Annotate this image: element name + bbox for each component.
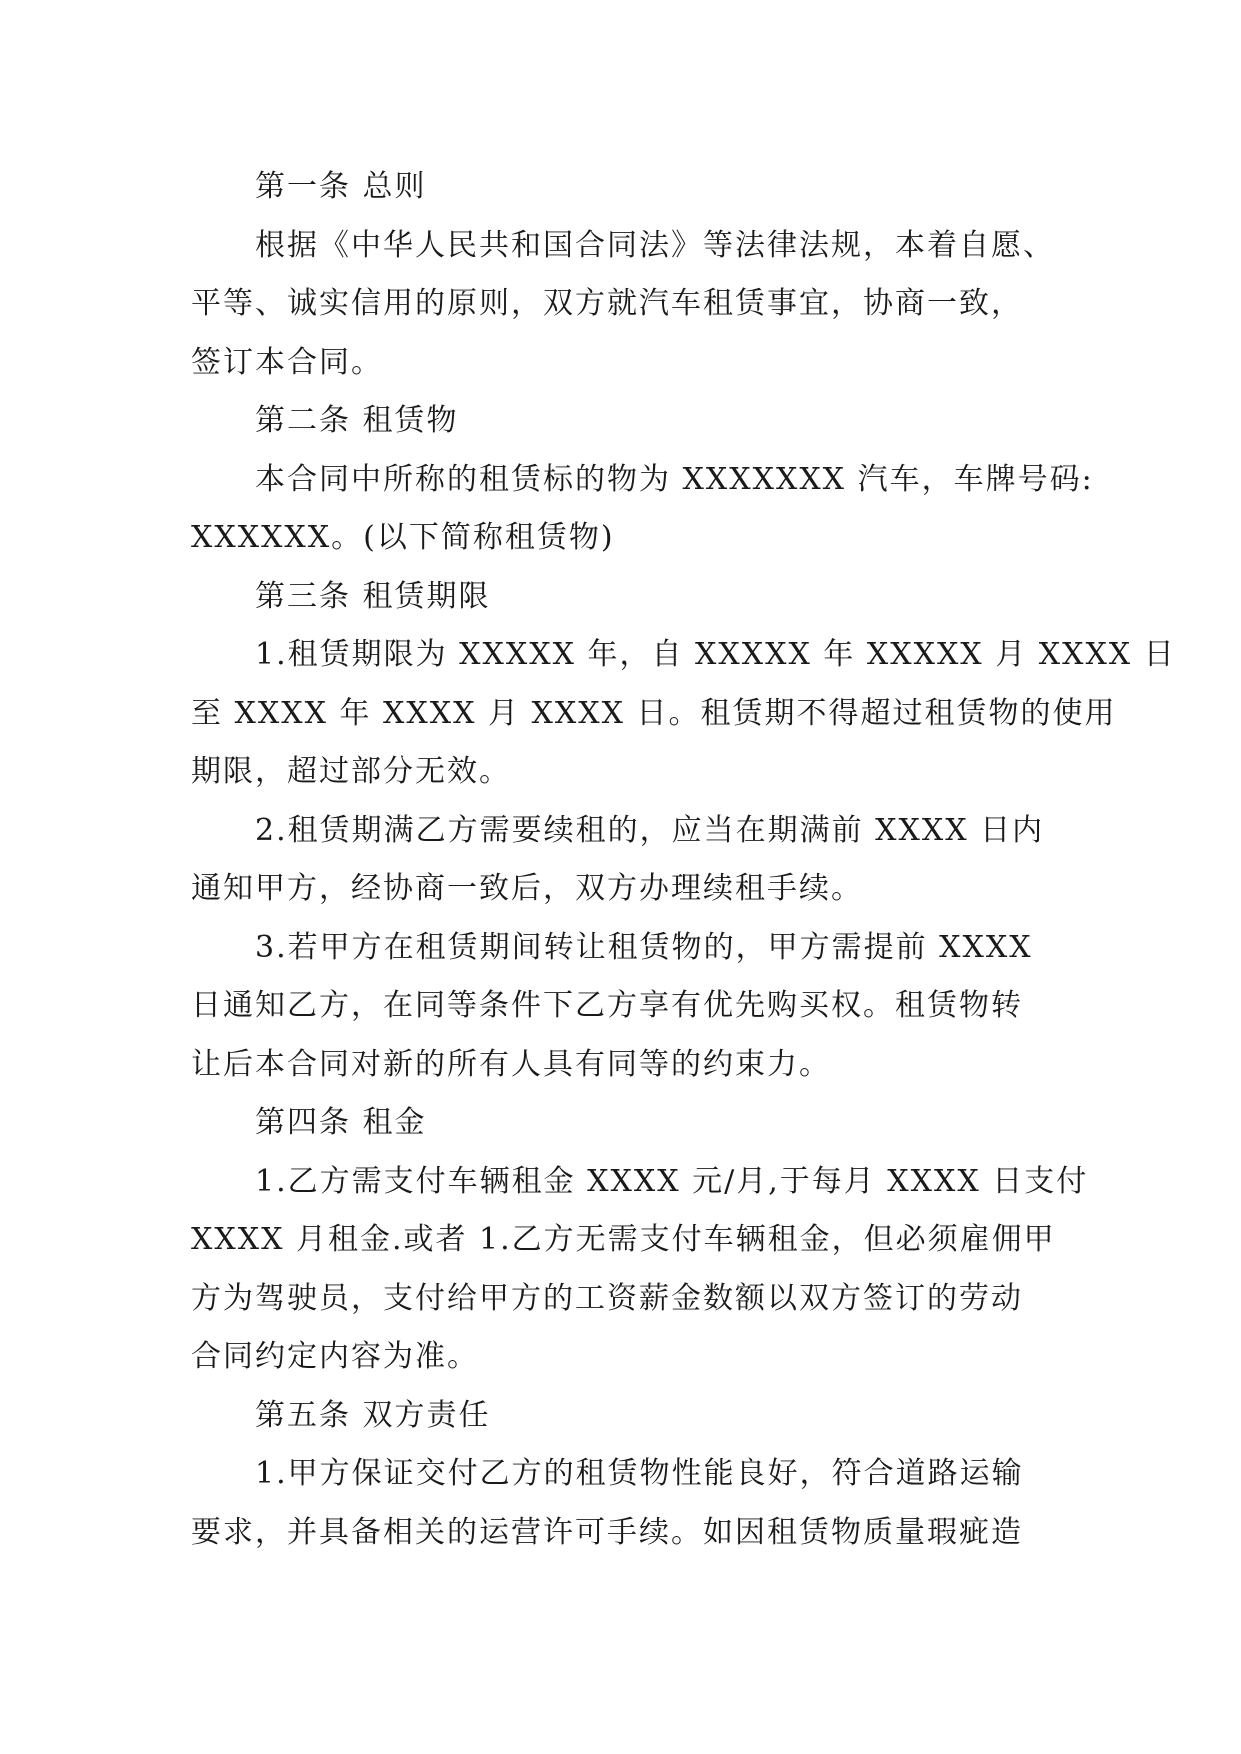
article-2-text-line: XXXXXX。(以下简称租赁物) [191, 520, 615, 555]
article-5-heading: 第五条 双方责任 [255, 1397, 491, 1433]
article-3-clause-3-line: 3.若甲方在租赁期间转让租赁物的，甲方需提前 XXXX [255, 929, 1033, 965]
article-3-clause-1-line: 1.租赁期限为 XXXXX 年，自 XXXXX 年 XXXXX 月 XXXX 日 [255, 637, 1176, 672]
article-4-clause-1-line: XXXX 月租金.或者 1.乙方无需支付车辆租金，但必须雇佣甲 [191, 1222, 1056, 1257]
article-1-text-line: 根据《中华人民共和国合同法》等法律法规，本着自愿、 [255, 227, 1055, 263]
article-1-text-line: 签订本合同。 [191, 344, 383, 380]
article-3-clause-3-line: 日通知乙方，在同等条件下乙方享有优先购买权。租赁物转 [191, 988, 1023, 1023]
article-3-clause-2-line: 通知甲方，经协商一致后，双方办理续租手续。 [191, 871, 863, 906]
article-4-clause-1-line: 合同约定内容为准。 [191, 1339, 479, 1374]
article-3-clause-2-line: 2.租赁期满乙方需要续租的，应当在期满前 XXXX 日内 [255, 812, 1045, 848]
article-3-clause-3-line: 让后本合同对新的所有人具有同等的约束力。 [191, 1046, 831, 1082]
article-1-text-line: 平等、诚实信用的原则，双方就汽车租赁事宜，协商一致， [191, 286, 1023, 321]
article-4-clause-1-line: 1.乙方需支付车辆租金 XXXX 元/月,于每月 XXXX 日支付 [255, 1163, 1089, 1199]
article-3-heading: 第三条 租赁期限 [255, 578, 491, 614]
article-5-clause-1-line: 要求，并具备相关的运营许可手续。如因租赁物质量瑕疵造 [191, 1514, 1023, 1550]
article-2-text-line: 本合同中所称的租赁标的物为 XXXXXXX 汽车，车牌号码: [255, 461, 1094, 497]
article-4-clause-1-line: 方为驾驶员，支付给甲方的工资薪金数额以双方签订的劳动 [191, 1280, 1023, 1316]
article-1-heading: 第一条 总则 [255, 169, 427, 204]
article-3-clause-1-line: 至 XXXX 年 XXXX 月 XXXX 日。租赁期不得超过租赁物的使用 [191, 695, 1117, 731]
article-2-heading: 第二条 租赁物 [255, 403, 459, 438]
article-5-clause-1-line: 1.甲方保证交付乙方的租赁物性能良好，符合道路运输 [255, 1456, 1024, 1491]
article-4-heading: 第四条 租金 [255, 1105, 427, 1140]
document-page [191, 158, 1176, 1562]
article-3-clause-1-line: 期限，超过部分无效。 [191, 754, 511, 789]
